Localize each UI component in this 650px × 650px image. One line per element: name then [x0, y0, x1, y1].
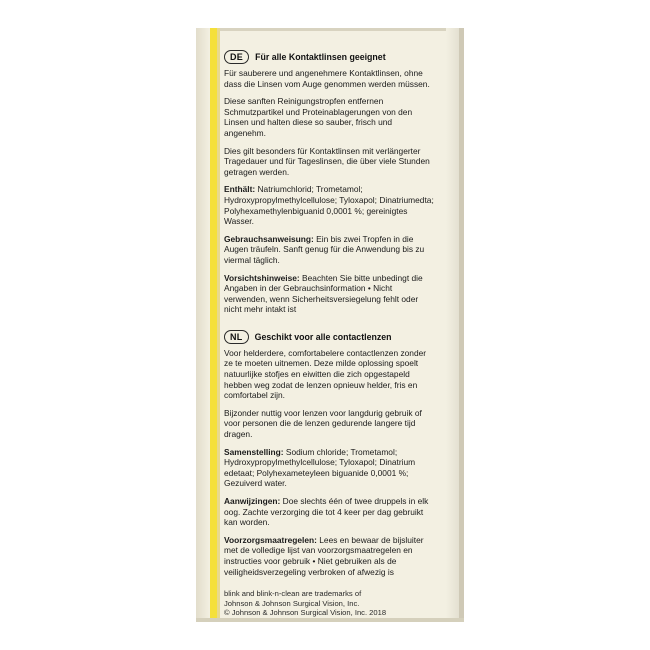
carton-bottom-fold — [196, 618, 464, 622]
language-heading-nl — [224, 330, 436, 344]
language-heading-de — [224, 50, 436, 64]
nl-directions-text: Doe slechts één of twee druppels in elk oog. Zachte verzorging die tot 4 keer per dag gebruikt kan worden. — [224, 496, 429, 528]
nl-precautions-label: Voorzorgsmaatregelen: — [224, 534, 317, 545]
nl-precautions-text: Lees en bewaar de bijsluiter met de volledige lijst van voorzorgsmaatregelen en instructies voor gebruik • Niet gebruiken als de veiligheidsverzegeling verbroken of afwezig is — [224, 534, 424, 577]
de-ingredients-label: Enthält: — [224, 184, 256, 195]
carton-text-panel — [224, 50, 436, 618]
product-carton — [196, 28, 464, 622]
nl-ingredients-label: Samenstelling: — [224, 446, 284, 457]
nl-paragraph-1: Voor helderdere, comfortabelere contactlenzen zonder ze te moeten uitnemen. Deze milde oplossing spoelt natuurlijke stofjes en eiwitten die zich opgestapeld hebben weg zodat de lenzen opnieuw helder, fris en comfortabel zijn. — [224, 347, 427, 401]
nl-paragraph-2: Bijzonder nuttig voor lenzen voor langdurig gebruik of voor personen die de lenzen gedurende langere tijd dragen. — [224, 407, 422, 440]
nl-ingredients-text: Sodium chloride; Trometamol; Hydroxypropylmethylcellulose; Tyloxapol; Dinatrium edetaat; Polyhexameteyleen biguanide 0,0001 %; Gezuiverd water. — [224, 446, 416, 489]
carton-right-edge — [459, 28, 464, 622]
language-badge-de: DE — [224, 50, 249, 64]
section-divider-space — [224, 322, 436, 330]
legal-line-2: Johnson & Johnson Surgical Vision, Inc. — [224, 598, 360, 608]
legal-notice — [224, 589, 436, 618]
carton-spine-edge — [217, 28, 220, 622]
de-directions-text: Ein bis zwei Tropfen in die Augen träufeln. Sanft genug für die Anwendung bis zu viermal täglich. — [224, 233, 425, 265]
language-title-nl: Geschikt voor alle contactlenzen — [254, 331, 392, 342]
de-paragraph-2: Diese sanften Reinigungstropfen entfernen Schmutzpartikel und Proteinablagerungen von den Linsen und halten diese so sauber, frisch und angenehm. — [224, 96, 413, 138]
nl-ingredients — [224, 447, 436, 489]
legal-line-1: blink and blink-n-clean are trademarks of — [224, 589, 362, 599]
language-badge-nl: NL — [224, 330, 249, 344]
de-paragraph-3: Dies gilt besonders für Kontaktlinsen mit verlängerter Tragedauer und für Tageslinsen, die über viele Stunden getragen werden. — [224, 145, 430, 177]
nl-precautions — [224, 535, 436, 577]
nl-directions-label: Aanwijzingen: — [224, 496, 281, 506]
de-directions — [224, 234, 436, 266]
de-ingredients-text: Natriumchlorid; Trometamol; Hydroxypropylmethylcellulose; Tyloxapol; Dinatriumedta; Polyhexamethylenbiguanid 0,0001 %; gereinigtes Wasser. — [224, 184, 434, 227]
de-precautions-label: Vorsichtshinweise: — [224, 272, 300, 283]
language-title-de: Für alle Kontaktlinsen geeignet — [255, 51, 386, 62]
carton-yellow-spine — [210, 28, 217, 622]
carton-top-fold — [196, 28, 464, 31]
legal-line-3: © Johnson & Johnson Surgical Vision, Inc. 2018 — [224, 608, 387, 618]
carton-left-shading — [196, 28, 210, 622]
de-paragraph-1: Für sauberere und angenehmere Kontaktlinsen, ohne dass die Linsen vom Auge genommen werden müssen. — [224, 68, 430, 89]
de-directions-label: Gebrauchsanweisung: — [224, 233, 314, 244]
de-precautions-text: Beachten Sie bitte unbedingt die Angaben in der Gebrauchsinformation • Nicht verwenden, wenn Sicherheitsversiegelung fehlt oder nicht mehr intakt ist — [224, 272, 423, 315]
de-ingredients — [224, 184, 436, 226]
nl-directions — [224, 496, 436, 528]
de-precautions — [224, 273, 436, 315]
